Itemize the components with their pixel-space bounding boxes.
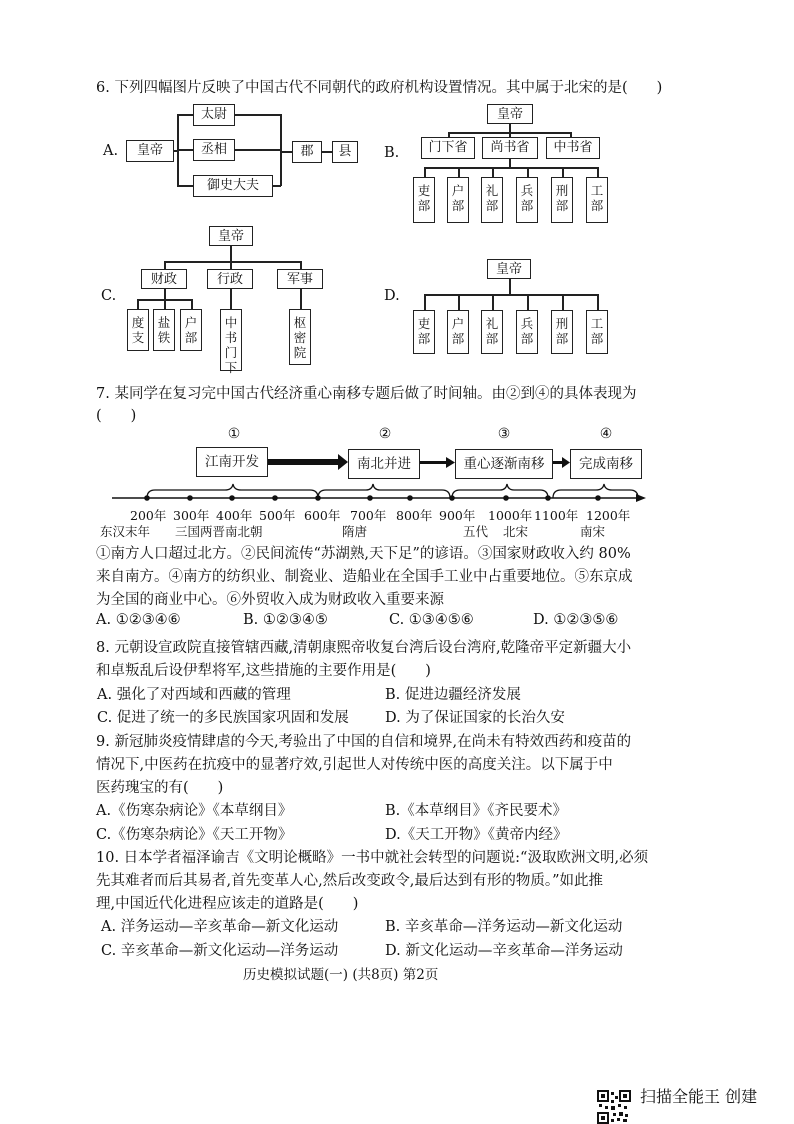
q6-a-label: A. (103, 143, 119, 159)
era-beisong: 北宋 (503, 524, 529, 539)
q10-option-b[interactable]: B. 辛亥革命—洋务运动—新文化运动 (385, 919, 623, 935)
era-sanguo: 三国两晋南北朝 (175, 524, 263, 539)
q6-d-bu-2: 礼部 (481, 310, 503, 354)
q6-a-taiwei: 太尉 (193, 104, 235, 126)
q6-b-bu-5: 工部 (586, 177, 608, 223)
q6-a-yushi: 御史大夫 (193, 175, 273, 197)
tick-1000: 1000年 (488, 508, 533, 523)
q6-d-bu-5: 工部 (586, 310, 608, 354)
q8-option-c[interactable]: C. 促进了统一的多民族国家巩固和发展 (97, 710, 349, 726)
tick-500: 500年 (259, 508, 296, 523)
q9-stem-line1: 9. 新冠肺炎疫情肆虐的今天,考验出了中国的自信和境界,在尚未有特效西药和疫苗的 (96, 734, 632, 750)
watermark-text: 扫描全能王 创建 (640, 1087, 758, 1106)
q6-b-bu-4: 刑部 (551, 177, 573, 223)
q6-b-menxia: 门下省 (421, 137, 475, 159)
q9-option-c[interactable]: C.《伤寒杂病论》《天工开物》 (96, 827, 293, 843)
q8-option-a[interactable]: A. 强化了对西域和西藏的管理 (97, 687, 291, 703)
era-nansong: 南宋 (580, 524, 606, 539)
q7-option-c[interactable]: C. ①③④⑤⑥ (389, 612, 474, 628)
stage-4-number: ④ (599, 426, 613, 442)
q7-items-line3: 为全国的商业中心。⑥外贸收入成为财政收入重要来源 (96, 592, 444, 608)
qr-code-icon (597, 1090, 631, 1124)
q6-d-bu-1: 户部 (447, 310, 469, 354)
stage-1-box: 江南开发 (196, 447, 268, 477)
page-footer: 历史模拟试题(一) (共8页) 第2页 (243, 967, 439, 983)
q6-c-yantie: 盐铁 (153, 309, 175, 351)
q6-d-bu-4: 刑部 (551, 310, 573, 354)
q9-stem-line3: 医药瑰宝的有( ) (96, 780, 224, 796)
q10-stem-line2: 先其难者而后其易者,首先变革人心,然后改变政令,最后达到有形的物质。”如此推 (96, 873, 603, 889)
q6-c-label: C. (101, 288, 117, 304)
tick-600: 600年 (304, 508, 341, 523)
tick-300: 300年 (173, 508, 210, 523)
q6-d-bu-0: 吏部 (413, 310, 435, 354)
q6-b-label: B. (384, 145, 400, 161)
q8-option-d[interactable]: D. 为了保证国家的长治久安 (385, 710, 565, 726)
tick-1200: 1200年 (586, 508, 631, 523)
q10-option-a[interactable]: A. 洋务运动—辛亥革命—新文化运动 (101, 919, 339, 935)
q6-d-emperor: 皇帝 (487, 259, 531, 279)
q6-c-xingzheng: 行政 (207, 269, 253, 289)
q7-option-a[interactable]: A. ①②③④⑥ (96, 612, 181, 628)
q6-c-zhongshu-menxia: 中书门下 (220, 309, 242, 371)
q9-option-a[interactable]: A.《伤寒杂病论》《本草纲目》 (96, 803, 293, 819)
tick-200: 200年 (130, 508, 167, 523)
q7-option-d[interactable]: D. ①②③⑤⑥ (533, 612, 619, 628)
stage-4-box: 完成南移 (570, 449, 642, 479)
q6-a-jun: 郡 (292, 141, 322, 163)
q9-stem-line2: 情况下,中医药在抗疫中的显著疗效,引起世人对传统中医的高度关注。以下属于中 (96, 757, 613, 773)
q8-stem-line1: 8. 元朝设宣政院直接管辖西藏,清朝康熙帝收复台湾后设台湾府,乾隆帝平定新疆大小 (96, 640, 632, 656)
q6-c-duzhi: 度支 (127, 309, 149, 351)
tick-1100: 1100年 (534, 508, 579, 523)
q7-option-b[interactable]: B. ①②③④⑤ (243, 612, 328, 628)
stage-1-number: ① (227, 426, 241, 442)
stage-3-box: 重心逐渐南移 (455, 449, 553, 479)
q7-items-line2: 来自南方。④南方的纺织业、制瓷业、造船业在全国手工业中占重要地位。⑤东京成 (96, 569, 633, 585)
q6-c-shumiyuan: 枢密院 (289, 309, 311, 365)
q10-option-c[interactable]: C. 辛亥革命—新文化运动—洋务运动 (101, 943, 339, 959)
q9-option-b[interactable]: B.《本草纲目》《齐民要术》 (385, 803, 568, 819)
era-donghan: 东汉末年 (100, 524, 151, 539)
q6-a-emperor: 皇帝 (126, 140, 174, 162)
q10-stem-line3: 理,中国近代化进程应该走的道路是( ) (96, 896, 359, 912)
tick-900: 900年 (439, 508, 476, 523)
q9-option-d[interactable]: D.《天工开物》《黄帝内经》 (385, 827, 568, 843)
q6-stem: 6. 下列四幅图片反映了中国古代不同朝代的政府机构设置情况。其中属于北宋的是( ) (96, 80, 663, 96)
q8-option-b[interactable]: B. 促进边疆经济发展 (385, 687, 521, 703)
era-wudai: 五代 (463, 524, 489, 539)
tick-400: 400年 (216, 508, 253, 523)
q6-b-bu-2: 礼部 (481, 177, 503, 223)
era-suitang: 隋唐 (342, 524, 368, 539)
q7-stem-line2: ( ) (96, 408, 137, 424)
q6-b-shangshu: 尚书省 (482, 137, 538, 159)
q6-a-xian: 县 (332, 141, 358, 163)
q6-c-emperor: 皇帝 (209, 226, 253, 246)
q6-c-junshi: 军事 (277, 269, 323, 289)
q6-c-hubu: 户部 (180, 309, 202, 351)
q6-b-bu-1: 户部 (447, 177, 469, 223)
stage-2-box: 南北并进 (348, 449, 420, 479)
q7-stem-line1: 7. 某同学在复习完中国古代经济重心南移专题后做了时间轴。由②到④的具体表现为 (96, 386, 637, 402)
stage-3-number: ③ (497, 426, 511, 442)
q10-stem-line1: 10. 日本学者福泽谕吉《文明论概略》一书中就社会转型的问题说:“汲取欧洲文明,必须 (96, 850, 649, 866)
q6-b-bu-3: 兵部 (516, 177, 538, 223)
q6-b-bu-0: 吏部 (413, 177, 435, 223)
q6-d-label: D. (384, 288, 400, 304)
q6-b-zhongshu: 中书省 (546, 137, 600, 159)
q7-items-line1: ①南方人口超过北方。②民间流传“苏湖熟,天下足”的谚语。③国家财政收入约 80% (96, 546, 631, 562)
q6-a-chengxiang: 丞相 (193, 139, 235, 161)
timeline-graphic (0, 0, 794, 560)
q6-b-emperor: 皇帝 (487, 104, 533, 124)
q8-stem-line2: 和卓叛乱后设伊犁将军,这些措施的主要作用是( ) (96, 663, 431, 679)
q10-option-d[interactable]: D. 新文化运动—辛亥革命—洋务运动 (385, 943, 623, 959)
stage-2-number: ② (378, 426, 392, 442)
q6-d-bu-3: 兵部 (516, 310, 538, 354)
q6-c-caizheng: 财政 (141, 269, 187, 289)
tick-700: 700年 (350, 508, 387, 523)
tick-800: 800年 (396, 508, 433, 523)
